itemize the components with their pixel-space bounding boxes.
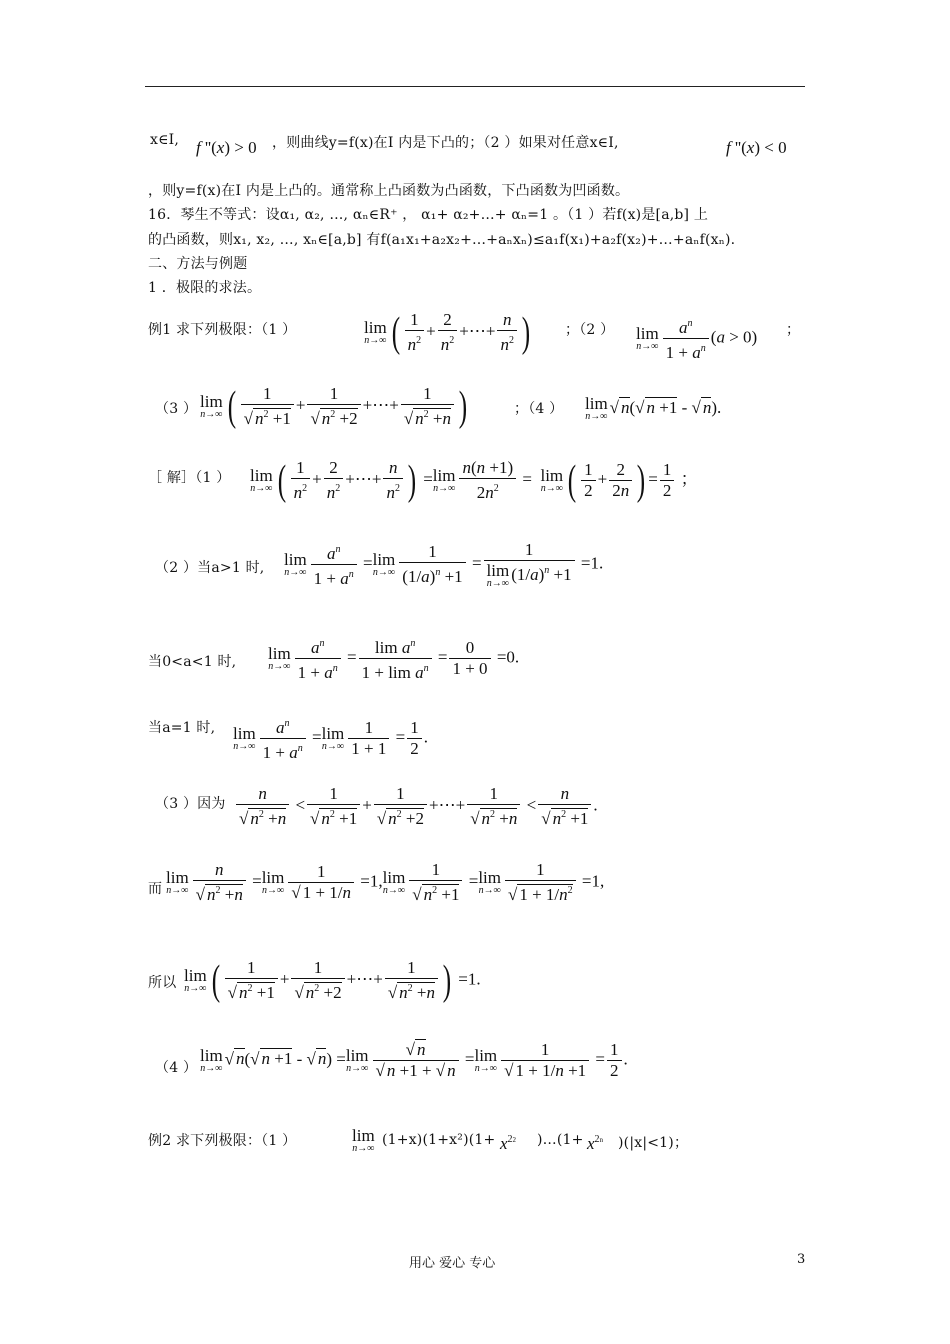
text-line: （3 ） [155,401,198,417]
subsection-heading: 1 ．极限的求法。 [148,280,262,296]
solution-label: ［ 解］（1 ） [148,470,231,486]
page-number: 3 [797,1252,806,1267]
text-line: 16．琴生不等式：设α₁, α₂, …, αₙ∈R⁺ ， α₁+ α₂+…+ αₙ=1 。（1 ）若f(x)是[a,b] 上 [148,207,709,223]
formula-ex2-lim: lim n→∞ [352,1126,375,1154]
formula-sol-4: lim n→∞ √ n(√ n +1 - √ n) =lim n→∞ $\frac{√ n}{√ n +1 + √ n}$ =lim n→∞ $\frac{1}{√ 1 + 1/n +1}$ = $\frac{1}{2}$ . [200,1040,628,1080]
document-page: x∈I, f ''(x) > 0 ，则曲线y=f(x)在I 内是下凸的；（2 ）如果对任意x∈I, f ''(x) < 0 ，则y=f(x)在I 内是上凸的。通常称上凸函数为凸函数，下凸函数为凹函数。 16．琴生不等式：设α₁, α₂, …, αₙ∈R⁺ ， α₁+ α₂+…+ αₙ=1 。（1 ）若f(x)是[a,b] 上 的凸函数，则x₁, x₂, …, xₙ∈[a,b] 有f(a₁x₁+a₂x₂+…+aₙxₙ)≤a₁f(x₁)+a₂f(x₂)+…+aₙf(xₙ). 二、方法与例题 1 ．极限的求法。 例1 求下列极限：（1 ） lim n→∞ ( $\frac{1}{n^2}$ + $\frac{2}{n^2}$ +⋯+ $\frac{n}{n^2}$ ) ；（2 ） lim n→∞ $\frac{a^n}{1 + a^n}$ (a > 0) ； （3 ） lim n→∞ ( $\frac{1}{√ n^2 +1}$ + $\frac{1}{√ n^2 +2}$ +⋯+ $\frac{1}{√ n^2 +n}$ ) ；（4 ） lim n→∞ √ n(√ n +1 - √ n). ［ 解］（1 ） lim n→∞ ( $\frac{1}{n^2}$ + $\frac{2}{n^2}$ +⋯+ $\frac{n}{n^2}$ ) =lim n→∞ $\frac{n(n +1)}{2n^2}$ = lim n→∞ ( $\frac{1}{2}$ + $\frac{2}{2n}$ ) = $\frac{1}{2}$ ； （2 ）当a>1 时, lim n→∞ $\frac{a^n}{1 + a^n}$ =lim n→∞ $\frac{1}{(1/a)^n +1}$ = 1 lim n→∞ $(1/a)^n +1$ =1. 当0<a<1 时, lim n→∞ $\frac{a^n}{1 + a^n}$ = $\frac{\lim a^n}{1 + \lim a^n}$ = $\frac{0}{1 + 0}$ =0. 当a=1 时, lim n→∞ $\frac{a^n}{1 + a^n}$ =lim n→∞ $\frac{1}{1 + 1}$ = $\frac{1}{2}$ . （3 ）因为 $\frac{n}{√ n^2 +n}$ < $\frac{1}{√ n^2 +1}$ + $\frac{1}{√ n^2 +2}$ +⋯+ $\frac{1}{√ n^2 +n}$ < $\frac{n}{√ n^2 +1}$ . 而 lim n→∞ $\frac{n}{√ n^2 +n}$ =lim n→∞ $\frac{1}{√ 1 + 1/n}$ =1,lim n→∞ $\frac{1}{√ n^2 +1}$ =lim n→∞ $\frac{1}{√ 1 + 1/n^2}$ =1, 所以 lim n→∞ ( $\frac{1}{√ n^2 +1}$ + $\frac{1}{√ n^2 +2}$ +⋯+ $\frac{1}{√ n^2 +n}$ ) =1. （4 ） lim n→∞ √ n(√ n +1 - √ n) =lim n→∞ $\frac{√ n}{√ n +1 + √ n}$ =lim n→∞ $\frac{1}{√ 1 + 1/n +1}$ = $\frac{1}{2}$ . 例2 求下列极限：（1 ） lim n→∞ (1+x)(1+x²)(1+ $x^{22}$ )…(1+ $x^{2n}$ )(|x|<1)； 用心 爱心 专心 3 [0,0,950,1344]
formula-sol-2b: lim n→∞ $\frac{a^n}{1 + a^n}$ = $\frac{\lim a^n}{1 + \lim a^n}$ = $\frac{0}{1 + 0}$ =0. [268,634,519,683]
formula-sol-2c: lim n→∞ $\frac{a^n}{1 + a^n}$ =lim n→∞ $\frac{1}{1 + 1}$ = $\frac{1}{2}$ . [233,714,428,763]
formula-ex1-2: lim n→∞ $\frac{a^n}{1 + a^n}$ (a > 0) [636,314,757,363]
formula-f2-positive: f ''(x) > 0 [196,138,257,157]
text-line: )(|x|<1)； [618,1135,689,1151]
formula-ex1-3: lim n→∞ ( $\frac{1}{√ n^2 +1}$ + $\frac{1}{√ n^2 +2}$ +⋯+ $\frac{1}{√ n^2 +n}$ ) [200,383,468,430]
formula-sol-3b: lim n→∞ $\frac{n}{√ n^2 +n}$ =lim n→∞ $\frac{1}{√ 1 + 1/n}$ =1,lim n→∞ $\frac{1}{√ n^2 +1}$ =lim n→∞ $\frac{1}{√ 1 + 1/n^2}$ =1, [166,860,605,904]
formula-ex1-1: lim n→∞ ( $\frac{1}{n^2}$ + $\frac{2}{n^2}$ +⋯+ $\frac{n}{n^2}$ ) [364,309,531,356]
formula-sol-3c: lim n→∞ ( $\frac{1}{√ n^2 +1}$ + $\frac{1}{√ n^2 +2}$ +⋯+ $\frac{1}{√ n^2 +n}$ ) =1. [184,957,481,1004]
example-label: 例1 求下列极限：（1 ） [148,322,297,338]
formula-f2-negative: f ''(x) < 0 [726,138,787,157]
formula-sol-2a: lim n→∞ $\frac{a^n}{1 + a^n}$ =lim n→∞ $\frac{1}{(1/a)^n +1}$ = 1 lim n→∞ $(1/a)^n +1$ =1. [284,540,604,590]
text-line: 所以 [148,975,177,991]
footer-text: 用心 爱心 专心 [409,1256,496,1271]
header-rule [145,86,805,87]
text-line: ，则曲线y=f(x)在I 内是下凸的；（2 ）如果对任意x∈I, [272,135,619,151]
text-line: 而 [148,881,163,897]
formula-ex1-4: lim n→∞ √ n(√ n +1 - √ n). [585,394,722,422]
example-label: 例2 求下列极限：（1 ） [148,1133,297,1149]
text-line: 当0<a<1 时, [148,654,237,670]
formula-sol-1: lim n→∞ ( $\frac{1}{n^2}$ + $\frac{2}{n^2}$ +⋯+ $\frac{n}{n^2}$ ) =lim n→∞ $\frac{n(n +1)}{2n^2}$ = lim n→∞ ( $\frac{1}{2}$ + $\frac{2}{2n}$ ) = $\frac{1}{2}$ ； [250,457,698,504]
text-line: （4 ） [155,1060,198,1076]
text-line: （3 ）因为 [155,796,226,812]
text-line: (1+x)(1+x²)(1+ [382,1132,496,1148]
text-line: ；（4 ） [514,401,564,417]
text-line: ；（2 ） [565,322,615,338]
text-line: x∈I, [150,132,180,148]
text-line: 的凸函数，则x₁, x₂, …, xₙ∈[a,b] 有f(a₁x₁+a₂x₂+…+aₙxₙ)≤a₁f(x₁)+a₂f(x₂)+…+aₙf(xₙ). [148,232,736,248]
formula-sol-3a: $\frac{n}{√ n^2 +n}$ < $\frac{1}{√ n^2 +1}$ + $\frac{1}{√ n^2 +2}$ +⋯+ $\frac{1}{√ n^2 +n}$ < $\frac{n}{√ n^2 +1}$ . [234,784,598,829]
text-line: )…(1+ [537,1132,584,1148]
section-heading: 二、方法与例题 [148,256,248,272]
text-line: 当a=1 时, [148,720,216,736]
text-line: （2 ）当a>1 时, [155,560,265,576]
text-line: ，则y=f(x)在I 内是上凸的。通常称上凸函数为凸函数，下凸函数为凹函数。 [148,183,630,199]
